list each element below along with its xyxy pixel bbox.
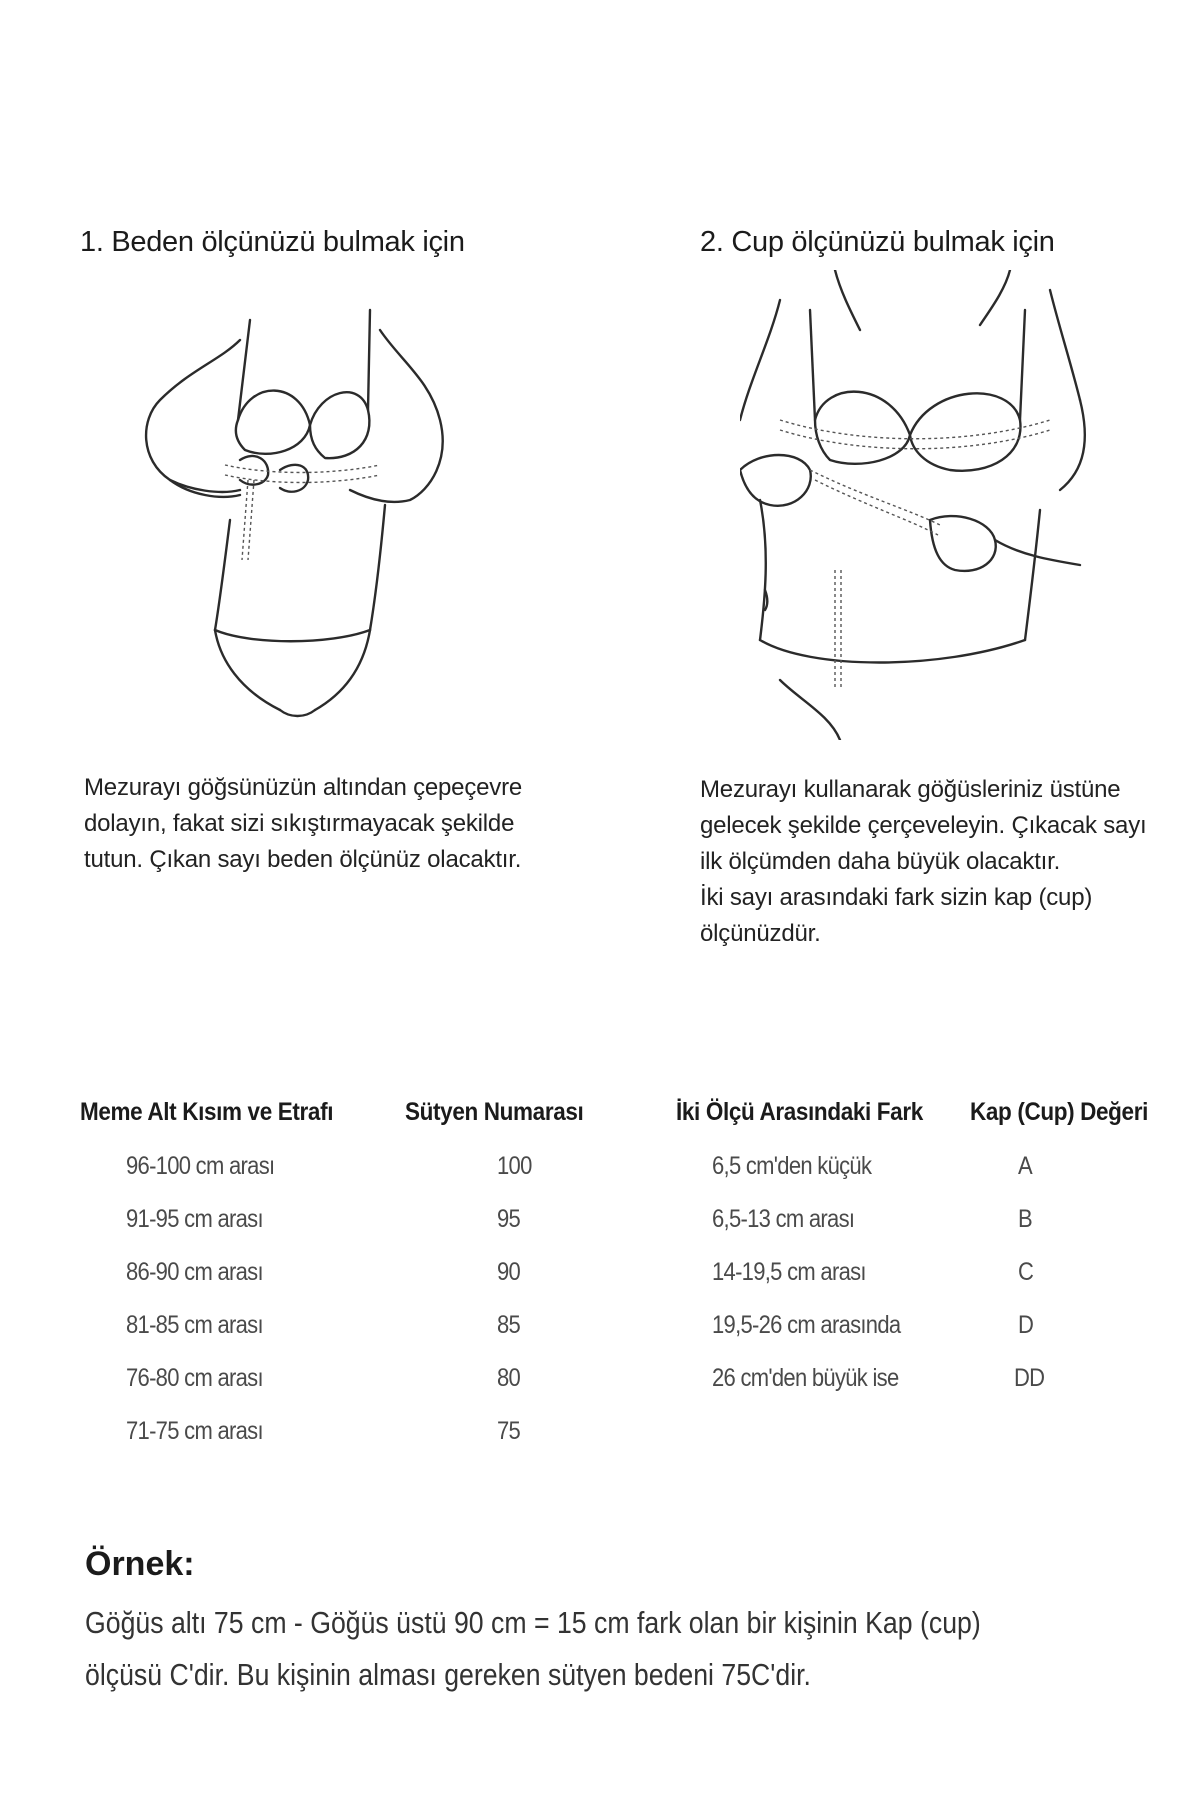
section2-desc-line: ölçünüzdür. xyxy=(700,920,821,947)
table1-cell-range: 76-80 cm arası xyxy=(126,1364,263,1392)
section1-description xyxy=(84,770,522,878)
section1-heading: 1. Beden ölçünüzü bulmak için xyxy=(80,226,465,258)
section1-desc-line: Mezurayı göğsünüzün altından çepeçevre xyxy=(84,774,523,801)
example-title: Örnek: xyxy=(85,1545,195,1583)
table1-cell-size: 75 xyxy=(497,1417,521,1445)
table1-cell-size: 95 xyxy=(497,1205,521,1233)
table2-cell-difference: 6,5-13 cm arası xyxy=(712,1205,855,1233)
table1-cell-size: 90 xyxy=(497,1258,521,1286)
section2-desc-line: ilk ölçümden daha büyük olacaktır. xyxy=(700,848,1061,875)
table2-cell-difference: 6,5 cm'den küçük xyxy=(712,1152,872,1180)
overbust-measure-illustration xyxy=(740,270,1100,740)
table1-cell-range: 81-85 cm arası xyxy=(126,1311,263,1339)
table1-cell-range: 96-100 cm arası xyxy=(126,1152,275,1180)
table2-header-cup-value: Kap (Cup) Değeri xyxy=(970,1098,1149,1126)
table1-header-underbust: Meme Alt Kısım ve Etrafı xyxy=(80,1098,334,1126)
table1-cell-range: 86-90 cm arası xyxy=(126,1258,263,1286)
table2-cell-cup: B xyxy=(1018,1205,1032,1233)
example-text xyxy=(85,1597,981,1701)
section2-desc-line: Mezurayı kullanarak göğüsleriniz üstüne xyxy=(700,776,1121,803)
table2-cell-difference: 26 cm'den büyük ise xyxy=(712,1364,899,1392)
table1-cell-size: 100 xyxy=(497,1152,532,1180)
table1-header-bra-size: Sütyen Numarası xyxy=(405,1098,584,1126)
table2-cell-cup: A xyxy=(1018,1152,1032,1180)
example-line: Göğüs altı 75 cm - Göğüs üstü 90 cm = 15 cm fark olan bir kişinin Kap (cup) xyxy=(85,1605,981,1640)
table2-cell-difference: 19,5-26 cm arasında xyxy=(712,1311,901,1339)
example-line: ölçüsü C'dir. Bu kişinin alması gereken sütyen bedeni 75C'dir. xyxy=(85,1657,811,1692)
underbust-measure-illustration xyxy=(130,300,470,740)
table1-cell-size: 80 xyxy=(497,1364,521,1392)
table2-header-difference: İki Ölçü Arasındaki Fark xyxy=(676,1098,923,1126)
table1-cell-range: 71-75 cm arası xyxy=(126,1417,263,1445)
table2-cell-cup: DD xyxy=(1014,1364,1045,1392)
table2-cell-difference: 14-19,5 cm arası xyxy=(712,1258,866,1286)
section2-desc-line: gelecek şekilde çerçeveleyin. Çıkacak sayı xyxy=(700,812,1147,839)
table1-cell-range: 91-95 cm arası xyxy=(126,1205,263,1233)
section2-heading: 2. Cup ölçünüzü bulmak için xyxy=(700,226,1055,258)
table2-cell-cup: D xyxy=(1018,1311,1034,1339)
section2-desc-line: İki sayı arasındaki fark sizin kap (cup) xyxy=(700,884,1093,911)
table1-cell-size: 85 xyxy=(497,1311,521,1339)
section1-desc-line: dolayın, fakat sizi sıkıştırmayacak şekilde xyxy=(84,810,515,837)
section1-desc-line: tutun. Çıkan sayı beden ölçünüz olacaktır. xyxy=(84,846,522,873)
section2-description xyxy=(700,772,1146,952)
table2-cell-cup: C xyxy=(1018,1258,1034,1286)
